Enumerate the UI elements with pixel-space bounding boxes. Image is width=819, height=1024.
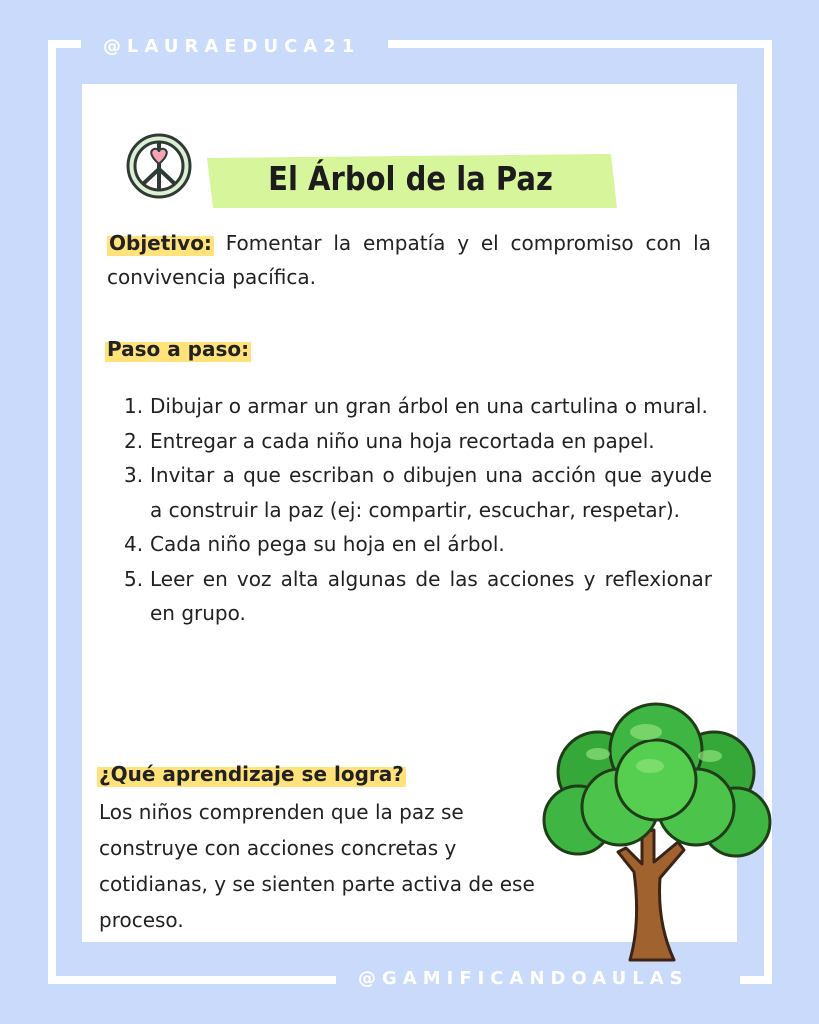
objective-paragraph — [107, 226, 711, 294]
title-banner — [203, 152, 618, 210]
learning-question — [97, 757, 406, 791]
list-item — [112, 527, 712, 562]
objective-text: Fomentar la empatía y el compromiso con la convivencia pacífica. — [107, 231, 711, 289]
step-text: Invitar a que escriban o dibujen una acción que ayude a construir la paz (ej: compartir, escuchar, respetar). — [150, 463, 712, 522]
step-number: 4. — [124, 532, 144, 556]
step-text: Dibujar o armar un gran árbol en una cartulina o mural. — [150, 394, 708, 418]
learning-question-label: ¿Qué aprendizaje se logra? — [97, 757, 406, 791]
list-item — [112, 562, 712, 631]
page-title: El Árbol de la Paz — [268, 159, 553, 198]
handle-top: @LAURAEDUCA21 — [103, 36, 361, 57]
step-text: Leer en voz alta algunas de las acciones y reflexionar en grupo. — [150, 566, 712, 625]
steps-list — [112, 389, 712, 631]
handle-bottom: @GAMIFICANDOAULAS — [358, 968, 689, 989]
step-number: 1. — [124, 394, 144, 418]
frame-bottom-right — [740, 976, 772, 984]
step-number: 3. — [124, 463, 144, 487]
steps-heading — [105, 332, 251, 366]
frame-top-right — [388, 40, 772, 48]
step-text: Cada niño pega su hoja en el árbol. — [150, 532, 505, 556]
steps-heading-label: Paso a paso: — [105, 332, 251, 366]
step-number: 5. — [124, 566, 144, 591]
list-item — [112, 389, 712, 424]
peace-heart-icon — [124, 131, 194, 201]
tree-illustration — [538, 702, 774, 964]
frame-bottom-left — [48, 976, 336, 984]
step-text: Entregar a cada niño una hoja recortada en papel. — [150, 428, 655, 453]
list-item — [112, 458, 712, 527]
list-item — [112, 424, 712, 459]
step-number: 2. — [124, 428, 144, 453]
objective-label: Objetivo: — [107, 226, 214, 260]
frame-left — [48, 40, 56, 984]
learning-answer: Los niños comprenden que la paz se construye con acciones concretas y cotidianas, y se sienten parte activa de ese proceso. — [99, 800, 535, 932]
